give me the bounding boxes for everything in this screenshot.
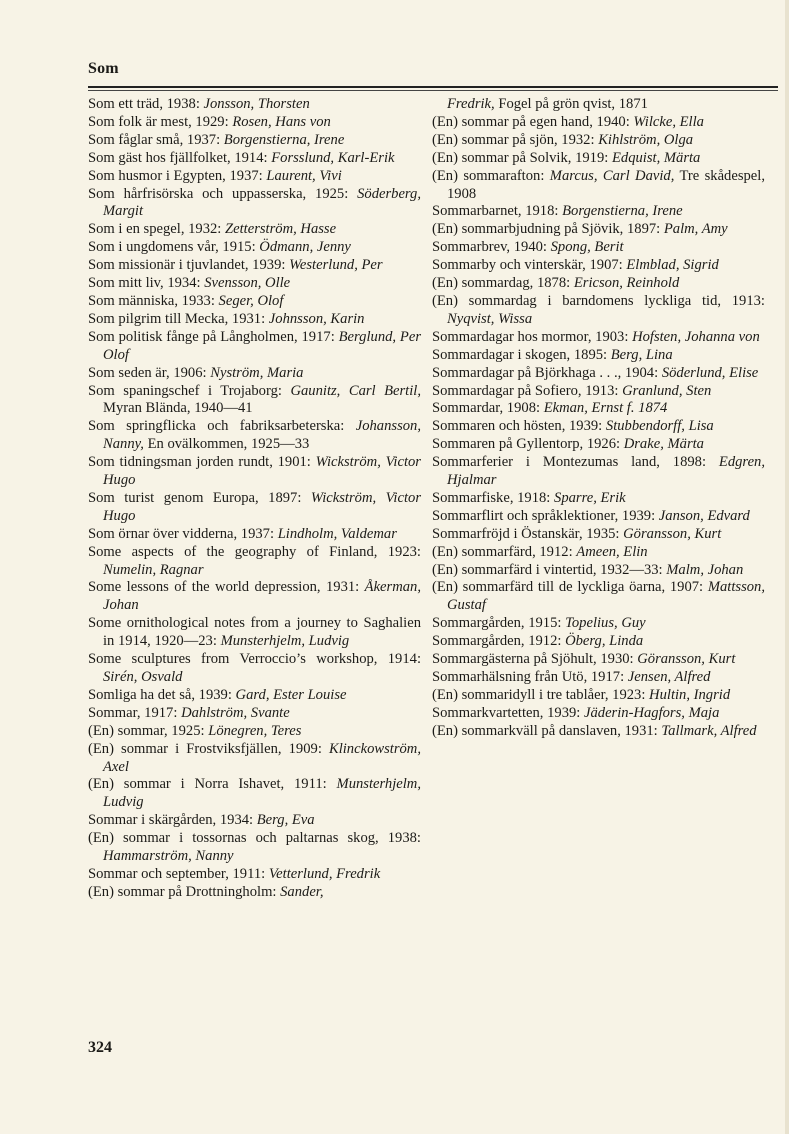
catalog-entry	[88, 186, 421, 222]
entry-author: Marcus, Carl David,	[549, 167, 675, 184]
entry-author: Hofsten, Johanna von	[632, 328, 760, 345]
entry-author: Westerlund, Per	[289, 257, 383, 274]
entry-author: Malm, Johan	[666, 561, 744, 578]
entry-author: Spong, Berit	[550, 239, 624, 256]
catalog-entry	[432, 705, 765, 723]
entry-title: (En) sommarfärd, 1912:	[432, 543, 577, 560]
entry-title: Som örnar över vidderna, 1937:	[88, 525, 278, 542]
entry-author: Johnsson, Karin	[268, 310, 365, 327]
entry-author: Gard, Ester Louise	[235, 686, 347, 703]
catalog-entry	[432, 221, 765, 239]
entry-author: Palm, Amy	[663, 221, 728, 238]
catalog-entry	[88, 132, 421, 150]
entry-author: Forsslund, Karl-Erik	[271, 149, 395, 166]
catalog-entry	[432, 544, 765, 562]
entry-author: Edgren, Hjalmar	[447, 454, 765, 489]
entry-author: Zetterström, Hasse	[225, 221, 337, 238]
entry-title: Somliga ha det så, 1939:	[88, 686, 236, 703]
catalog-entry	[88, 168, 421, 186]
page-edge	[785, 0, 789, 1134]
entry-author: Jensen, Alfred	[627, 669, 711, 685]
entry-title: Some aspects of the geography of Finland, 1923:	[88, 543, 421, 560]
catalog-entry	[432, 669, 765, 687]
entry-title: Sommarbarnet, 1918:	[432, 203, 563, 220]
entry-author: Ameen, Elin	[576, 543, 648, 560]
catalog-entry	[432, 132, 765, 150]
entry-title: Som i en spegel, 1932:	[88, 221, 226, 238]
catalog-entry	[88, 490, 421, 526]
catalog-entry	[88, 239, 421, 257]
entry-author: Svensson, Olle	[204, 275, 291, 292]
entry-author: Jonsson, Thorsten	[203, 96, 310, 112]
entry-author: Drake, Märta	[623, 436, 704, 453]
entry-author: Vetterlund, Fredrik	[268, 865, 381, 882]
catalog-entry	[88, 454, 421, 490]
catalog-entry	[432, 150, 765, 168]
catalog-entry	[88, 96, 421, 114]
entry-title: Sommarfiske, 1918:	[432, 489, 555, 506]
entry-author: Berg, Eva	[256, 812, 315, 829]
catalog-entry	[88, 221, 421, 239]
entry-title: Some ornithological notes from a journey to Saghalien in 1914, 1920—23:	[88, 615, 421, 650]
catalog-entry	[88, 776, 421, 812]
entry-title: Som hårfrisörska och uppasserska, 1925:	[88, 185, 358, 202]
entry-author: Söderberg, Margit	[103, 185, 421, 220]
entry-author: Wilcke, Ella	[633, 113, 704, 130]
catalog-entry	[432, 436, 765, 454]
entry-title: Som folk är mest, 1929:	[88, 113, 233, 130]
entry-title: Som seden är, 1906:	[88, 364, 211, 381]
entry-title: Som ett träd, 1938:	[88, 96, 204, 112]
right-column	[432, 96, 765, 741]
entry-author: Elmblad, Sigrid	[626, 257, 719, 274]
entry-title: Som politisk fånge på Långholmen, 1917:	[88, 328, 339, 345]
entry-author: Munsterhjelm, Ludvig	[103, 776, 421, 811]
entry-title: Som springflicka och fabriksarbeterska:	[88, 418, 356, 435]
catalog-entry	[88, 114, 421, 132]
entry-title: Som fåglar små, 1937:	[88, 131, 224, 148]
catalog-entry	[432, 526, 765, 544]
entry-title: (En) sommar i Frostviksfjällen, 1909:	[88, 740, 329, 757]
entry-author: Nyqvist, Wissa	[447, 310, 533, 327]
entry-title: Sommaren på Gyllentorp, 1926:	[432, 436, 624, 453]
entry-author: Jäderin-Hagfors, Maja	[584, 704, 720, 721]
entry-author: Rosen, Hans von	[232, 113, 331, 130]
entry-title: Sommarhälsning från Utö, 1917:	[432, 669, 628, 685]
entry-author: Seger, Olof	[218, 292, 284, 309]
entry-author: Ekman, Ernst f. 1874	[543, 400, 668, 417]
catalog-entry	[432, 347, 765, 365]
catalog-entry	[432, 400, 765, 418]
entry-title: (En) sommarfärd till de lyckliga öarna, 1907:	[432, 579, 708, 596]
entry-author: Hultin, Ingrid	[649, 686, 731, 703]
entry-title: Som husmor i Egypten, 1937:	[88, 167, 267, 184]
catalog-entry	[88, 830, 421, 866]
catalog-entry	[432, 723, 765, 741]
catalog-entry	[88, 293, 421, 311]
entry-author: Sander,	[280, 883, 324, 900]
catalog-entry	[432, 490, 765, 508]
entry-author: Kihlström, Olga	[598, 131, 694, 148]
entry-title: Sommardagar hos mormor, 1903:	[432, 328, 633, 345]
entry-tail: En ovälkommen, 1925—33	[143, 436, 310, 453]
entry-author: Göransson, Kurt	[637, 651, 736, 668]
entry-author: Stubbendorff, Lisa	[605, 418, 714, 435]
catalog-entry	[88, 687, 421, 705]
entry-title: Sommarbrev, 1940:	[432, 239, 551, 256]
catalog-entry	[432, 579, 765, 615]
entry-author: Janson, Edvard	[658, 507, 750, 524]
entry-title: Sommarferier i Montezumas land, 1898:	[432, 454, 719, 471]
entry-title: Som gäst hos fjällfolket, 1914:	[88, 149, 272, 166]
entry-title: (En) sommar i tossornas och paltarnas skog, 1938:	[88, 830, 421, 847]
entry-author: Lindholm, Valdemar	[277, 525, 397, 542]
entry-title: Sommargården, 1912:	[432, 633, 566, 650]
catalog-entry	[88, 884, 421, 902]
catalog-entry	[88, 812, 421, 830]
catalog-entry	[432, 96, 765, 114]
catalog-entry	[88, 257, 421, 275]
entry-author: Sparre, Erik	[554, 489, 626, 506]
entry-author: Wickström, Victor Hugo	[103, 454, 421, 489]
entry-author: Borgenstierna, Irene	[223, 131, 345, 148]
catalog-entry	[88, 526, 421, 544]
entry-author: Granlund, Sten	[622, 382, 712, 399]
page-header: Som	[88, 60, 119, 77]
catalog-entry	[88, 418, 421, 454]
entry-author: Tallmark, Alfred	[661, 722, 757, 739]
entry-title: Sommardagar på Björkhaga . . ., 1904:	[432, 364, 662, 381]
catalog-entry	[432, 168, 765, 204]
entry-author: Laurent, Vivi	[266, 167, 342, 184]
header-rule-thin	[88, 90, 778, 91]
entry-author: Berg, Lina	[610, 346, 673, 363]
entry-title: Sommardar, 1908:	[432, 400, 544, 417]
catalog-entry	[432, 383, 765, 401]
entry-title: (En) sommar på Drottningholm:	[88, 883, 281, 900]
page-number: 324	[88, 1039, 112, 1056]
entry-title: Some lessons of the world depression, 1931:	[88, 579, 365, 596]
catalog-entry	[88, 651, 421, 687]
catalog-entry	[88, 311, 421, 329]
catalog-entry	[432, 329, 765, 347]
entry-tail: Myran Blända, 1940—41	[103, 400, 253, 417]
entry-title: Som missionär i tjuvlandet, 1939:	[88, 257, 290, 274]
entry-title: Sommardagar i skogen, 1895:	[432, 346, 611, 363]
entry-author: Ödmann, Jenny	[259, 239, 351, 256]
catalog-entry	[432, 508, 765, 526]
entry-title: Sommaren och hösten, 1939:	[432, 418, 606, 435]
entry-title: Some sculptures from Verroccio’s workshop, 1914:	[88, 651, 421, 668]
catalog-entry	[88, 275, 421, 293]
entry-author: Lönegren, Teres	[208, 722, 302, 739]
entry-tail: Fogel på grön qvist, 1871	[494, 96, 648, 112]
entry-title: Som människa, 1933:	[88, 292, 219, 309]
entry-title: (En) sommarbjudning på Sjövik, 1897:	[432, 221, 664, 238]
catalog-entry	[432, 114, 765, 132]
entry-title: (En) sommardag, 1878:	[432, 275, 574, 292]
entry-author: Johansson, Nanny,	[103, 418, 421, 453]
entry-title: (En) sommar, 1925:	[88, 722, 209, 739]
catalog-entry	[88, 705, 421, 723]
catalog-entry	[432, 651, 765, 669]
catalog-entry	[432, 257, 765, 275]
entry-title: Som spaningschef i Trojaborg:	[88, 382, 291, 399]
entry-title: Som pilgrim till Mecka, 1931:	[88, 310, 269, 327]
entry-title: Som mitt liv, 1934:	[88, 275, 205, 292]
header-rule	[88, 86, 778, 88]
entry-author: Nyström, Maria	[210, 364, 304, 381]
entry-title: (En) sommaridyll i tre tablåer, 1923:	[432, 686, 650, 703]
entry-title: (En) sommardag i barndomens lyckliga tid, 1913:	[432, 292, 765, 309]
entry-title: Som i ungdomens vår, 1915:	[88, 239, 260, 256]
entry-title: Sommardagar på Sofiero, 1913:	[432, 382, 623, 399]
entry-title: Sommargården, 1915:	[432, 615, 566, 632]
entry-author: Berglund, Per Olof	[103, 328, 422, 363]
catalog-entry	[432, 239, 765, 257]
catalog-entry	[88, 723, 421, 741]
entry-author: Söderlund, Elise	[661, 364, 759, 381]
entry-author: Borgenstierna, Irene	[562, 203, 683, 220]
entry-author: Öberg, Linda	[565, 633, 644, 650]
entry-author: Ericson, Reinhold	[573, 275, 680, 292]
catalog-entry	[88, 544, 421, 580]
entry-title: (En) sommar i Norra Ishavet, 1911:	[88, 776, 337, 793]
catalog-entry	[432, 633, 765, 651]
entry-title: Som tidningsman jorden rundt, 1901:	[88, 454, 316, 471]
entry-title: (En) sommarafton:	[432, 167, 550, 184]
entry-title: Sommar i skärgården, 1934:	[88, 812, 257, 829]
catalog-entry	[432, 275, 765, 293]
entry-title: Sommarby och vinterskär, 1907:	[432, 257, 627, 274]
entry-title: Sommarkvartetten, 1939:	[432, 704, 584, 721]
entry-author: Dahlström, Svante	[181, 704, 290, 721]
entry-author: Edquist, Märta	[611, 149, 701, 166]
entry-title: (En) sommar på Solvik, 1919:	[432, 149, 612, 166]
entry-author: Munsterhjelm, Ludvig	[220, 633, 350, 650]
catalog-entry	[432, 454, 765, 490]
entry-author: Klinckowström, Axel	[103, 740, 421, 775]
entry-title: (En) sommarkväll på danslaven, 1931:	[432, 722, 662, 739]
entry-author: Åkerman, Johan	[103, 579, 421, 614]
entry-author: Wickström, Victor Hugo	[103, 489, 421, 524]
catalog-entry	[88, 579, 421, 615]
entry-title: Sommar, 1917:	[88, 704, 182, 721]
catalog-entry	[88, 150, 421, 168]
catalog-entry	[88, 365, 421, 383]
entry-title: Sommarfröjd i Östanskär, 1935:	[432, 525, 624, 542]
catalog-entry	[432, 293, 765, 329]
entry-author: Sirén, Osvald	[103, 669, 183, 685]
catalog-entry	[432, 615, 765, 633]
catalog-entry	[88, 741, 421, 777]
entry-author: Mattsson, Gustaf	[447, 579, 765, 614]
catalog-entry	[432, 562, 765, 580]
catalog-entry	[88, 383, 421, 419]
entry-tail: Tre skådespel, 1908	[447, 167, 765, 202]
catalog-entry	[432, 365, 765, 383]
catalog-entry	[88, 329, 421, 365]
entry-author: Numelin, Ragnar	[103, 561, 204, 578]
entry-title: Som turist genom Europa, 1897:	[88, 489, 311, 506]
entry-author: Gaunitz, Carl Bertil,	[290, 382, 421, 399]
entry-author: Hammarström, Nanny	[103, 848, 234, 865]
entry-title: Sommargästerna på Sjöhult, 1930:	[432, 651, 638, 668]
catalog-entry	[88, 615, 421, 651]
entry-title: (En) sommar på sjön, 1932:	[432, 131, 599, 148]
catalog-entry	[432, 203, 765, 221]
entry-title: Sommarflirt och språklektioner, 1939:	[432, 507, 659, 524]
catalog-entry	[432, 418, 765, 436]
entry-author: Göransson, Kurt	[623, 525, 722, 542]
catalog-entry	[88, 866, 421, 884]
entry-title: (En) sommarfärd i vintertid, 1932—33:	[432, 561, 667, 578]
entry-author: Fredrik,	[447, 96, 495, 112]
entry-author: Topelius, Guy	[565, 615, 646, 632]
entry-title: (En) sommar på egen hand, 1940:	[432, 113, 634, 130]
catalog-entry	[432, 687, 765, 705]
left-column	[88, 96, 421, 902]
entry-title: Sommar och september, 1911:	[88, 865, 269, 882]
